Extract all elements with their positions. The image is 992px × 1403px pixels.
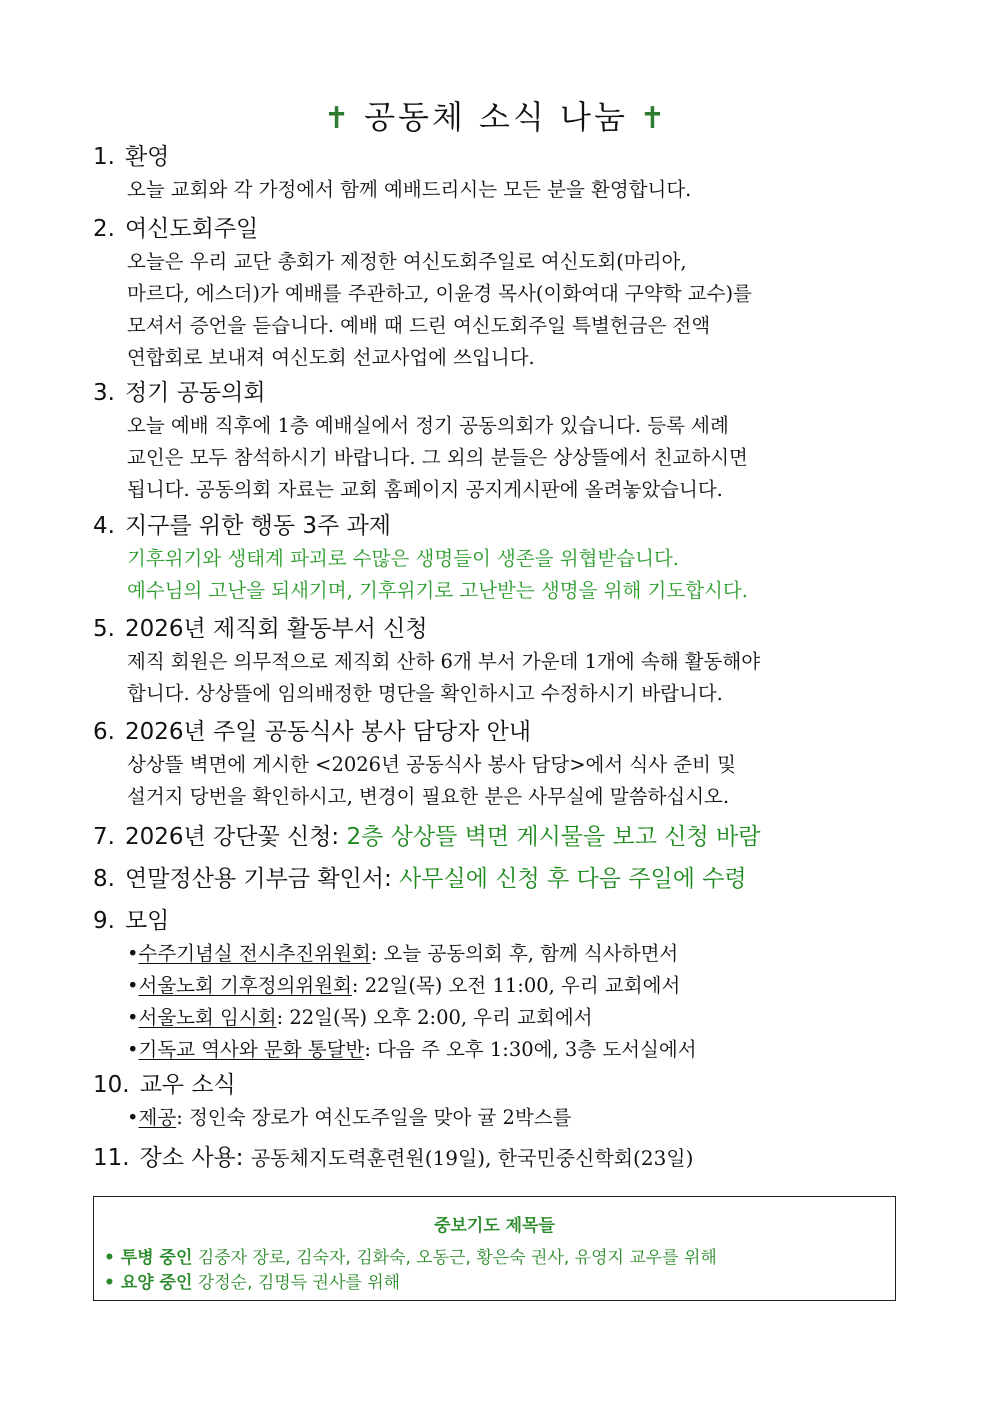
section-donation-receipt bbox=[93, 862, 903, 896]
section-heading: 연말정산용 기부금 확인서: bbox=[124, 866, 392, 892]
body-line: 기후위기와 생태계 파괴로 수많은 생명들이 생존을 위협받습니다. bbox=[127, 547, 679, 570]
news-label: 제공 bbox=[138, 1106, 177, 1129]
section-heading: 지구를 위한 행동 3주 과제 bbox=[124, 513, 392, 539]
section-detail: 사무실에 신청 후 다음 주일에 수령 bbox=[399, 866, 747, 892]
section-heading: 정기 공동의회 bbox=[124, 380, 266, 406]
page-title-text: 공동체 소식 나눔 bbox=[364, 98, 628, 136]
body-line: 제직 회원은 의무적으로 제직회 산하 6개 부서 가운데 1개에 속해 활동해야 bbox=[127, 650, 761, 673]
body-line: 오늘 교회와 각 가정에서 함께 예배드리시는 모든 분을 환영합니다. bbox=[127, 178, 692, 201]
prayer-item bbox=[104, 1246, 895, 1271]
news-detail: : 정인숙 장로가 여신도주일을 맞아 귤 2박스를 bbox=[176, 1106, 572, 1129]
section-number: 5. bbox=[93, 616, 115, 642]
meeting-name: 기독교 역사와 문화 통달반 bbox=[138, 1038, 365, 1061]
list-item bbox=[127, 1102, 903, 1134]
section-welcome bbox=[93, 140, 903, 206]
body-line: 설거지 당번을 확인하시고, 변경이 필요한 분은 사무실에 말씀하십시오. bbox=[127, 785, 730, 808]
bullet-icon: • bbox=[127, 942, 139, 965]
prayer-label: • 요양 중인 bbox=[104, 1273, 193, 1293]
section-detail: 2층 상상뜰 벽면 게시물을 보고 신청 바람 bbox=[346, 824, 761, 850]
cross-icon: ✝ bbox=[323, 101, 353, 136]
body-line: 모셔서 증언을 듣습니다. 예배 때 드린 여신도회주일 특별헌금은 전액 bbox=[127, 314, 711, 337]
section-earth-action bbox=[93, 509, 903, 607]
body-line: 오늘은 우리 교단 총회가 제정한 여신도회주일로 여신도회(마리아, bbox=[127, 250, 687, 273]
prayer-text: 김중자 장로, 김숙자, 김화숙, 오동근, 황은숙 권사, 유영지 교우를 위해 bbox=[197, 1248, 717, 1268]
cross-icon: ✝ bbox=[639, 101, 668, 136]
section-number: 9. bbox=[93, 908, 115, 934]
bullet-icon: • bbox=[127, 1106, 139, 1129]
list-item bbox=[127, 1034, 903, 1066]
body-line: 합니다. 상상뜰에 임의배정한 명단을 확인하시고 수정하시기 바랍니다. bbox=[127, 682, 723, 705]
section-altar-flowers bbox=[93, 820, 903, 854]
meeting-name: 수주기념실 전시추진위원회 bbox=[138, 942, 371, 965]
section-heading: 2026년 주일 공동식사 봉사 담당자 안내 bbox=[124, 719, 532, 745]
list-item bbox=[127, 1002, 903, 1034]
bullet-icon: • bbox=[127, 1038, 139, 1061]
section-heading: 2026년 강단꽃 신청: bbox=[124, 824, 340, 850]
body-line: 연합회로 보내져 여신도회 선교사업에 쓰입니다. bbox=[127, 346, 535, 369]
meeting-detail: : 22일(목) 오전 11:00, 우리 교회에서 bbox=[351, 974, 681, 997]
page-title bbox=[0, 92, 992, 138]
section-number: 8. bbox=[93, 866, 115, 892]
section-heading: 여신도회주일 bbox=[124, 216, 259, 242]
prayer-item bbox=[104, 1271, 895, 1296]
body-line: 됩니다. 공동의회 자료는 교회 홈페이지 공지게시판에 올려놓았습니다. bbox=[127, 478, 723, 501]
section-number: 7. bbox=[93, 824, 115, 850]
prayer-text: 강정순, 김명득 권사를 위해 bbox=[197, 1273, 401, 1293]
body-line: 교인은 모두 참석하시기 바랍니다. 그 외의 분들은 상상뜰에서 친교하시면 bbox=[127, 446, 748, 469]
section-number: 4. bbox=[93, 513, 115, 539]
meeting-detail: : 22일(목) 오후 2:00, 우리 교회에서 bbox=[276, 1006, 593, 1029]
section-number: 11. bbox=[93, 1145, 130, 1171]
section-number: 2. bbox=[93, 216, 115, 242]
meeting-name: 서울노회 임시회 bbox=[138, 1006, 277, 1029]
section-venue-use bbox=[93, 1141, 903, 1175]
list-item bbox=[127, 970, 903, 1002]
list-item bbox=[127, 938, 903, 970]
section-heading: 모임 bbox=[124, 908, 170, 934]
body-line: 마르다, 에스더)가 예배를 주관하고, 이윤경 목사(이화여대 구약학 교수)를 bbox=[127, 282, 752, 305]
prayer-box bbox=[93, 1196, 896, 1301]
section-heading: 장소 사용: bbox=[139, 1145, 244, 1171]
section-department-signup bbox=[93, 612, 903, 710]
section-detail: 공동체지도력훈련원(19일), 한국민중신학회(23일) bbox=[250, 1146, 694, 1170]
section-number: 1. bbox=[93, 144, 115, 170]
bullet-icon: • bbox=[127, 974, 139, 997]
body-line: 예수님의 고난을 되새기며, 기후위기로 고난받는 생명을 위해 기도합시다. bbox=[127, 579, 748, 602]
section-member-news bbox=[93, 1068, 903, 1134]
section-heading: 환영 bbox=[124, 144, 170, 170]
section-heading: 2026년 제직회 활동부서 신청 bbox=[124, 616, 428, 642]
prayer-title: 중보기도 제목들 bbox=[434, 1216, 555, 1236]
section-womens-sunday bbox=[93, 212, 903, 374]
section-heading: 교우 소식 bbox=[139, 1072, 236, 1098]
section-meal-service bbox=[93, 715, 903, 813]
body-line: 상상뜰 벽면에 게시한 <2026년 공동식사 봉사 담당>에서 식사 준비 및 bbox=[127, 753, 737, 776]
bullet-icon: • bbox=[127, 1006, 139, 1029]
meeting-detail: : 오늘 공동의회 후, 함께 식사하면서 bbox=[370, 942, 679, 965]
meeting-name: 서울노회 기후정의위원회 bbox=[138, 974, 352, 997]
section-number: 6. bbox=[93, 719, 115, 745]
body-line: 오늘 예배 직후에 1층 예배실에서 정기 공동의회가 있습니다. 등록 세례 bbox=[127, 414, 729, 437]
prayer-label: • 투병 중인 bbox=[104, 1248, 193, 1268]
section-number: 3. bbox=[93, 380, 115, 406]
section-number: 10. bbox=[93, 1072, 130, 1098]
section-meetings bbox=[93, 904, 903, 1066]
meeting-detail: : 다음 주 오후 1:30에, 3층 도서실에서 bbox=[364, 1038, 697, 1061]
section-congregational-meeting bbox=[93, 376, 903, 506]
